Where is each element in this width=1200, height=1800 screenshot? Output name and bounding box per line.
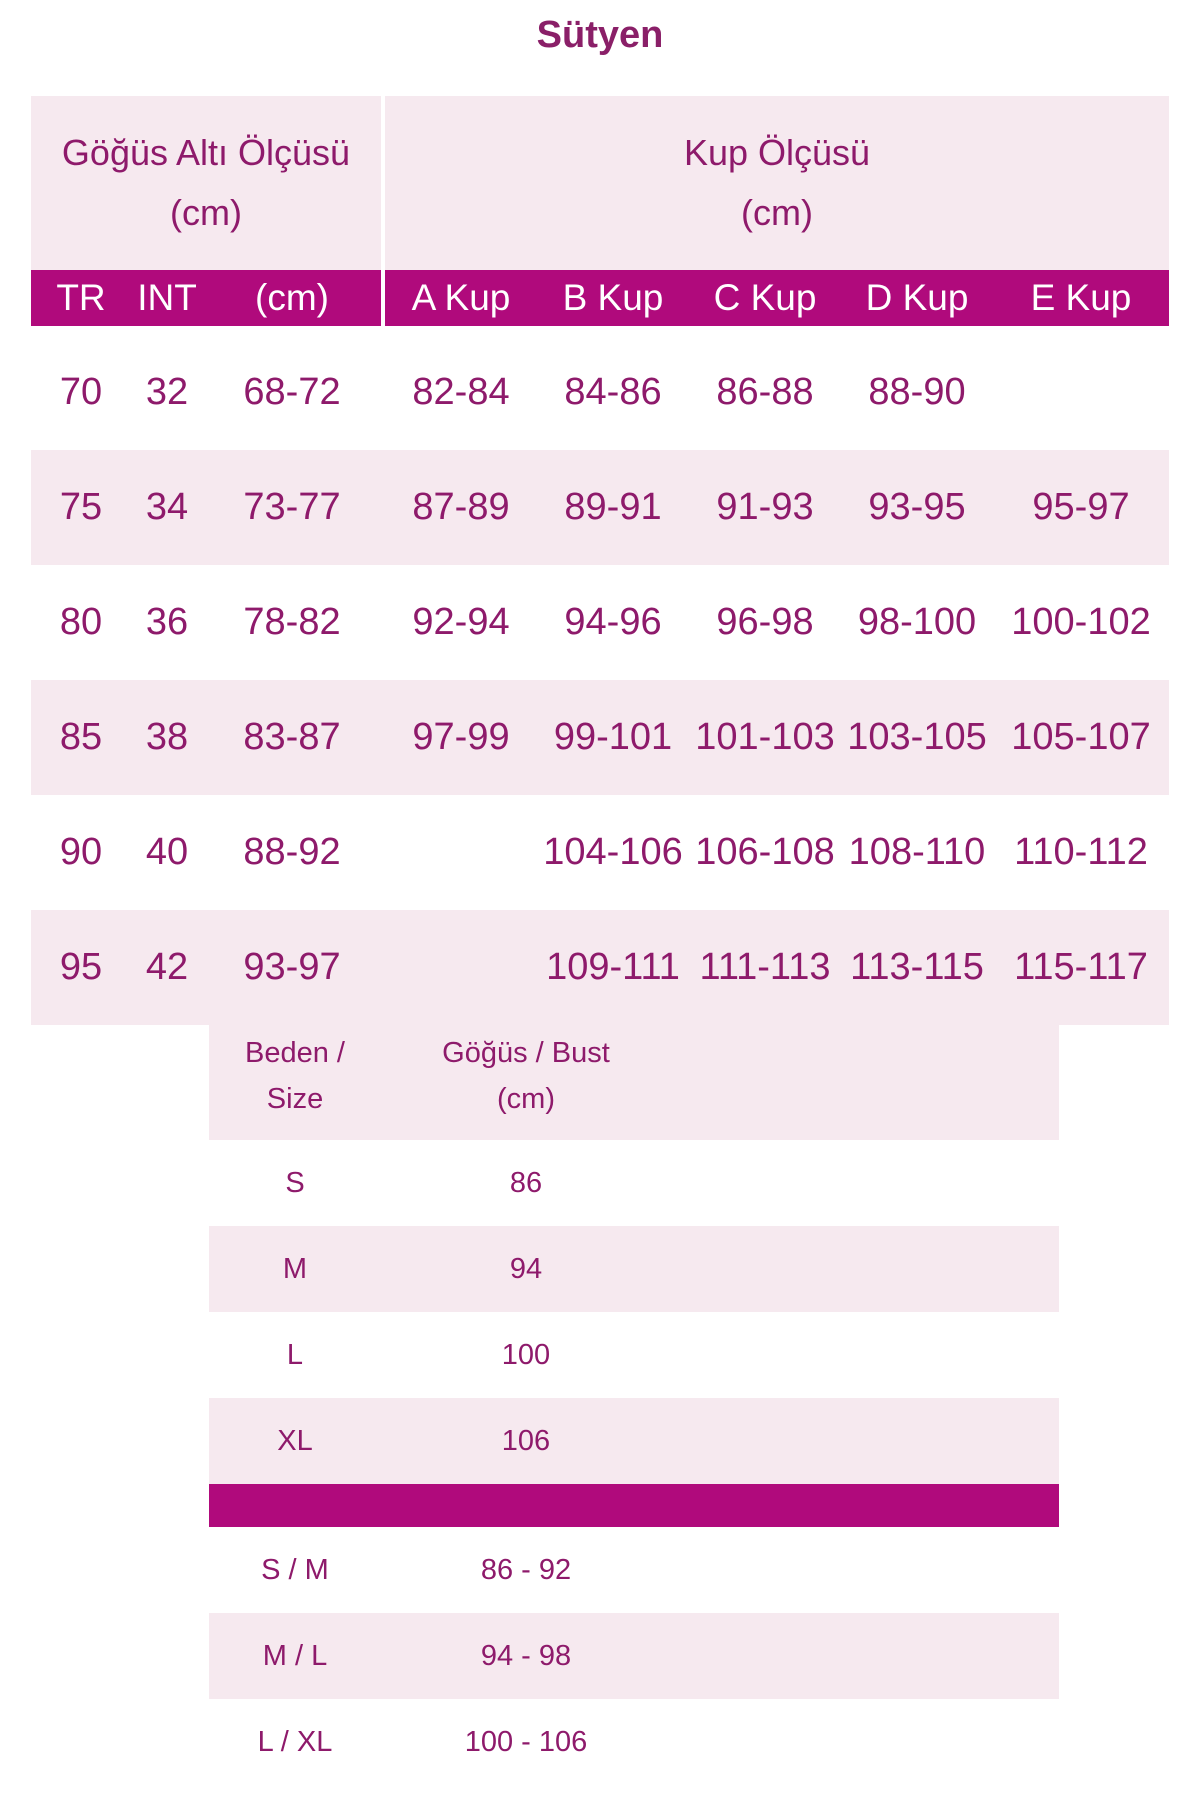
cell-cm: 78-82 bbox=[243, 601, 341, 643]
col-cm: (cm) bbox=[255, 277, 329, 318]
cell-e-cup: 115-117 bbox=[1014, 946, 1148, 988]
table-row bbox=[209, 1226, 1059, 1312]
cell-cm: 83-87 bbox=[243, 716, 341, 758]
cell-size: M bbox=[282, 1253, 308, 1285]
cell-d-cup: 98-100 bbox=[857, 601, 977, 643]
cell-int: 32 bbox=[145, 371, 189, 413]
cell-size: S bbox=[285, 1167, 305, 1199]
cell-b-cup: 84-86 bbox=[564, 371, 662, 413]
bra-size-table bbox=[31, 96, 1169, 1025]
cell-e-cup: 110-112 bbox=[1014, 831, 1148, 873]
col-c-cup: C Kup bbox=[713, 277, 817, 318]
cell-tr: 80 bbox=[59, 601, 103, 643]
table-row bbox=[209, 1613, 1059, 1699]
table-row bbox=[31, 795, 1169, 910]
cell-bust: 94 - 98 bbox=[480, 1640, 572, 1672]
col-a-cup: A Kup bbox=[411, 277, 511, 318]
table-row bbox=[31, 450, 1169, 565]
col-d-cup: D Kup bbox=[865, 277, 969, 318]
cell-int: 38 bbox=[145, 716, 189, 758]
cell-tr: 95 bbox=[59, 946, 103, 988]
bra-table-subheader bbox=[31, 270, 1169, 326]
cell-e-cup bbox=[993, 335, 1169, 450]
cell-int: 40 bbox=[145, 831, 189, 873]
cell-cm: 93-97 bbox=[243, 946, 341, 988]
cell-a-cup: 92-94 bbox=[412, 601, 510, 643]
cell-d-cup: 108-110 bbox=[848, 831, 986, 873]
cell-tr: 70 bbox=[59, 371, 103, 413]
cell-c-cup: 91-93 bbox=[716, 486, 814, 528]
cell-bust: 86 bbox=[509, 1167, 543, 1199]
col-tr: TR bbox=[56, 277, 106, 318]
bra-table-body bbox=[31, 335, 1169, 1025]
col-int: INT bbox=[137, 277, 197, 318]
cell-b-cup: 89-91 bbox=[564, 486, 662, 528]
cell-d-cup: 93-95 bbox=[868, 486, 966, 528]
table-row bbox=[209, 1699, 1059, 1785]
table-row bbox=[31, 565, 1169, 680]
size-table bbox=[209, 1011, 1059, 1785]
cell-cm: 88-92 bbox=[243, 831, 341, 873]
cell-bust: 86 - 92 bbox=[480, 1554, 572, 1586]
cell-e-cup: 95-97 bbox=[1032, 486, 1130, 528]
cell-int: 34 bbox=[145, 486, 189, 528]
col-b-cup: B Kup bbox=[562, 277, 664, 318]
cell-d-cup: 88-90 bbox=[868, 371, 966, 413]
bra-table-header bbox=[31, 96, 1169, 270]
table-row bbox=[209, 1140, 1059, 1226]
cell-c-cup: 101-103 bbox=[695, 716, 835, 758]
table-row bbox=[31, 335, 1169, 450]
cell-size: M / L bbox=[262, 1640, 328, 1672]
size-table-header bbox=[209, 1011, 1059, 1140]
cell-cm: 68-72 bbox=[243, 371, 341, 413]
cell-tr: 75 bbox=[59, 486, 103, 528]
table-row bbox=[209, 1312, 1059, 1398]
cell-c-cup: 111-113 bbox=[699, 946, 831, 988]
cell-tr: 90 bbox=[59, 831, 103, 873]
cell-a-cup: 82-84 bbox=[412, 371, 510, 413]
cell-a-cup bbox=[385, 795, 537, 910]
cell-int: 36 bbox=[145, 601, 189, 643]
section-divider-bar bbox=[209, 1484, 1059, 1527]
table-row bbox=[209, 1398, 1059, 1484]
table-row bbox=[31, 680, 1169, 795]
table-row bbox=[31, 910, 1169, 1025]
col-bust: Göğüs / Bust (cm) bbox=[442, 1036, 610, 1115]
cell-b-cup: 94-96 bbox=[564, 601, 662, 643]
col-e-cup: E Kup bbox=[1030, 277, 1132, 318]
cell-b-cup: 109-111 bbox=[546, 946, 680, 988]
col-size: Beden / Size bbox=[245, 1036, 345, 1115]
cell-bust: 94 bbox=[509, 1253, 543, 1285]
cell-a-cup: 87-89 bbox=[412, 486, 510, 528]
cell-size: L bbox=[286, 1339, 304, 1371]
cell-a-cup: 97-99 bbox=[412, 716, 510, 758]
page-title: Sütyen bbox=[536, 14, 664, 56]
cell-size: XL bbox=[277, 1425, 313, 1457]
cell-bust: 100 bbox=[501, 1339, 551, 1371]
cell-d-cup: 103-105 bbox=[847, 716, 987, 758]
cup-header: Kup Ölçüsü (cm) bbox=[385, 96, 1169, 270]
cell-e-cup: 105-107 bbox=[1011, 716, 1151, 758]
cell-e-cup: 100-102 bbox=[1011, 601, 1151, 643]
cell-b-cup: 99-101 bbox=[553, 716, 673, 758]
cell-d-cup: 113-115 bbox=[850, 946, 984, 988]
cell-c-cup: 96-98 bbox=[716, 601, 814, 643]
cell-a-cup bbox=[385, 910, 537, 1025]
cell-b-cup: 104-106 bbox=[543, 831, 683, 873]
cell-c-cup: 86-88 bbox=[716, 371, 814, 413]
cell-bust: 100 - 106 bbox=[464, 1726, 588, 1758]
cell-int: 42 bbox=[145, 946, 189, 988]
cell-c-cup: 106-108 bbox=[695, 831, 835, 873]
cell-cm: 73-77 bbox=[243, 486, 341, 528]
cell-tr: 85 bbox=[59, 716, 103, 758]
underbust-header: Göğüs Altı Ölçüsü (cm) bbox=[31, 96, 381, 270]
cell-size: L / XL bbox=[257, 1726, 333, 1758]
table-row bbox=[209, 1527, 1059, 1613]
cell-size: S / M bbox=[261, 1554, 329, 1586]
cell-bust: 106 bbox=[501, 1425, 551, 1457]
